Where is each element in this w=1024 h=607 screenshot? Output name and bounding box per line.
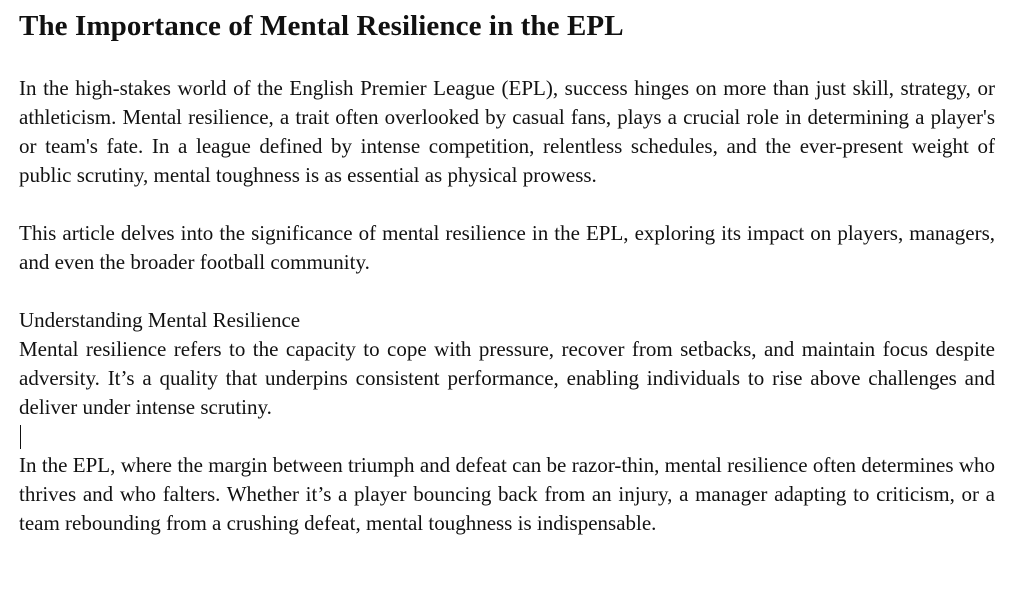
intro-paragraph: In the high-stakes world of the English Premier League (EPL), success hinges on more than just skill, strategy, or athleticism. Mental resilience, a trait often overlooked by casual fans, plays a crucial role in determining a player's or team's fate. In a league defined by intense competition, relentless schedules, and the ever-present weight of public scrutiny, mental toughness is as essential as physical prowess.	[19, 76, 995, 187]
empty-line-with-cursor[interactable]	[19, 422, 995, 451]
paragraph-spacer	[19, 190, 995, 219]
section-heading: Understanding Mental Resilience	[19, 308, 301, 332]
paragraph-spacer	[19, 277, 995, 306]
definition-paragraph: Mental resilience refers to the capacity to cope with pressure, recover from setbacks, and maintain focus despite adversity. It’s a quality that underpins consistent performance, enabling individuals to rise above challenges and deliver under intense scrutiny.	[19, 337, 995, 419]
text-cursor	[20, 425, 21, 449]
overview-paragraph: This article delves into the significance of mental resilience in the EPL, exploring its impact on players, managers, and even the broader football community.	[19, 221, 995, 274]
document-body[interactable]	[19, 8, 995, 538]
epl-context-paragraph: In the EPL, where the margin between triumph and defeat can be razor-thin, mental resilience often determines who thrives and who falters. Whether it’s a player bouncing back from an injury, a manager adapting to criticism, or a team rebounding from a crushing defeat, mental toughness is indispensable.	[19, 453, 995, 535]
document-title: The Importance of Mental Resilience in the EPL	[19, 10, 624, 42]
